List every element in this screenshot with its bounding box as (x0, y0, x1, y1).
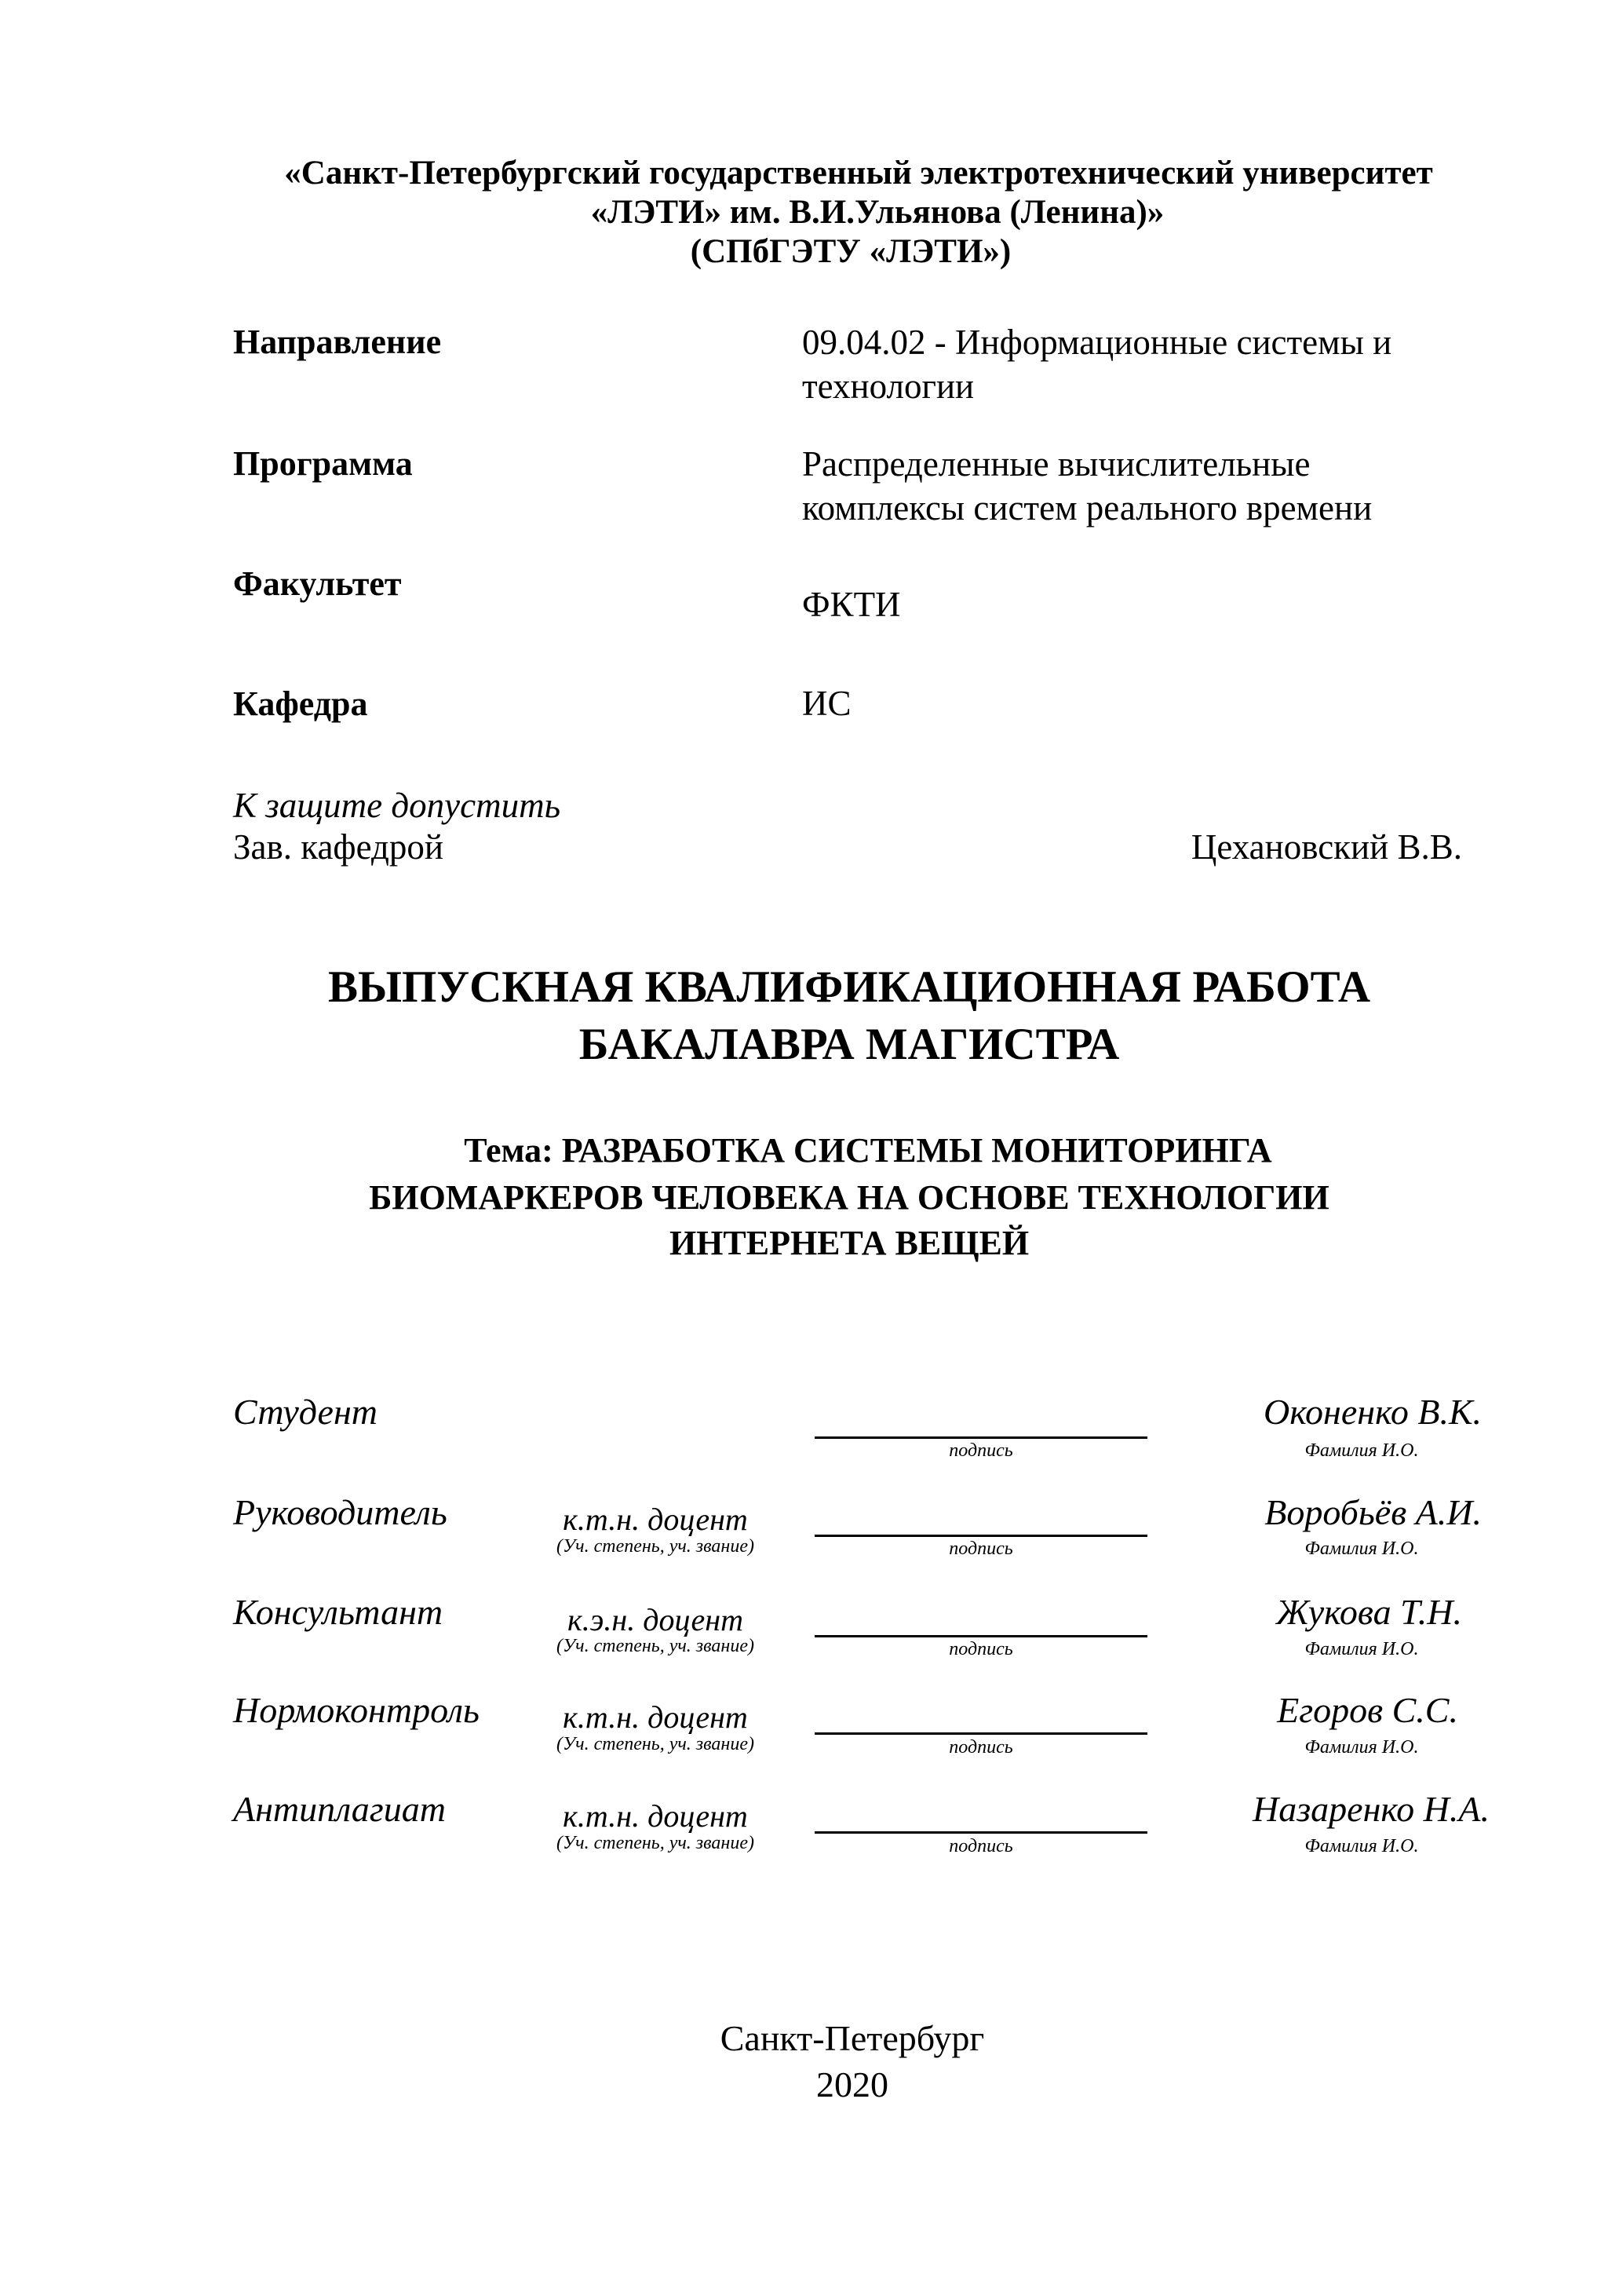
signature-line-supervisor (815, 1535, 1147, 1537)
degree-supervisor: к.т.н. доцент (563, 1502, 748, 1537)
role-antiplagiarism: Антиплагиат (233, 1789, 446, 1829)
value-program-line-1: Распределенные вычислительные (802, 444, 1311, 484)
degree-antiplagiarism: к.т.н. доцент (563, 1798, 748, 1834)
university-abbr: (СПбГЭТУ «ЛЭТИ») (690, 233, 1012, 270)
signature-caption-student: подпись (949, 1440, 1013, 1461)
degree-caption-supervisor: (Уч. степень, уч. звание) (556, 1536, 754, 1557)
role-student: Студент (233, 1392, 377, 1432)
signature-caption-norm-control: подпись (949, 1737, 1013, 1758)
signature-caption-antiplagiarism: подпись (949, 1836, 1013, 1856)
head-of-department-name: Цехановский В.В. (1191, 827, 1462, 867)
university-name-line-2: «ЛЭТИ» им. В.И.Ульянова (Ленина)» (590, 194, 1165, 231)
name-antiplagiarism: Назаренко Н.А. (1253, 1789, 1490, 1829)
degree-caption-norm-control: (Уч. степень, уч. звание) (556, 1734, 754, 1754)
name-supervisor: Воробьёв А.И. (1264, 1492, 1482, 1532)
university-name-line-1: «Санкт-Петербургский государственный электротехнический университет (284, 155, 1433, 192)
name-caption-supervisor: Фамилия И.О. (1304, 1539, 1419, 1559)
signature-line-antiplagiarism (815, 1831, 1147, 1834)
value-program-line-2: комплексы систем реального времени (802, 488, 1373, 527)
document-title-line-1: ВЫПУСКНАЯ КВАЛИФИКАЦИОННАЯ РАБОТА (327, 962, 1370, 1012)
signature-caption-supervisor: подпись (949, 1539, 1013, 1559)
label-direction: Направление (233, 323, 442, 361)
signature-line-norm-control (815, 1732, 1147, 1735)
degree-consultant: к.э.н. доцент (567, 1602, 743, 1637)
role-supervisor: Руководитель (233, 1492, 447, 1532)
role-consultant: Консультант (233, 1592, 443, 1632)
footer-year: 2020 (816, 2064, 888, 2104)
name-caption-norm-control: Фамилия И.О. (1304, 1737, 1419, 1758)
value-direction-line-1: 09.04.02 - Информационные системы и (802, 323, 1392, 362)
signature-caption-consultant: подпись (949, 1639, 1013, 1659)
degree-caption-antiplagiarism: (Уч. степень, уч. звание) (556, 1833, 754, 1853)
document-title-line-2: БАКАЛАВРА МАГИСТРА (578, 1020, 1120, 1069)
name-caption-antiplagiarism: Фамилия И.О. (1304, 1836, 1419, 1856)
value-department: ИС (802, 684, 852, 723)
name-consultant: Жукова Т.Н. (1275, 1592, 1462, 1632)
value-faculty: ФКТИ (802, 585, 901, 624)
name-student: Оконенко В.К. (1264, 1392, 1482, 1432)
topic-line-3: ИНТЕРНЕТА ВЕЩЕЙ (669, 1224, 1030, 1262)
head-of-department-label: Зав. кафедрой (233, 827, 443, 867)
label-department: Кафедра (233, 684, 368, 723)
footer-city: Санкт-Петербург (720, 2018, 985, 2058)
name-norm-control: Егоров С.С. (1277, 1690, 1458, 1730)
label-faculty: Факультет (233, 564, 402, 603)
degree-caption-consultant: (Уч. степень, уч. звание) (556, 1636, 754, 1656)
label-program: Программа (233, 444, 413, 483)
role-norm-control: Нормоконтроль (233, 1690, 480, 1730)
topic-line-2: БИОМАРКЕРОВ ЧЕЛОВЕКА НА ОСНОВЕ ТЕХНОЛОГИИ (369, 1178, 1329, 1217)
name-caption-student: Фамилия И.О. (1304, 1440, 1419, 1461)
value-direction-line-2: технологии (802, 367, 975, 406)
signature-line-consultant (815, 1635, 1147, 1637)
degree-norm-control: к.т.н. доцент (563, 1699, 748, 1735)
topic-line-1: Тема: РАЗРАБОТКА СИСТЕМЫ МОНИТОРИНГА (464, 1131, 1272, 1170)
signature-line-student (815, 1436, 1147, 1439)
name-caption-consultant: Фамилия И.О. (1304, 1639, 1419, 1659)
approval-note: К защите допустить (233, 786, 561, 825)
